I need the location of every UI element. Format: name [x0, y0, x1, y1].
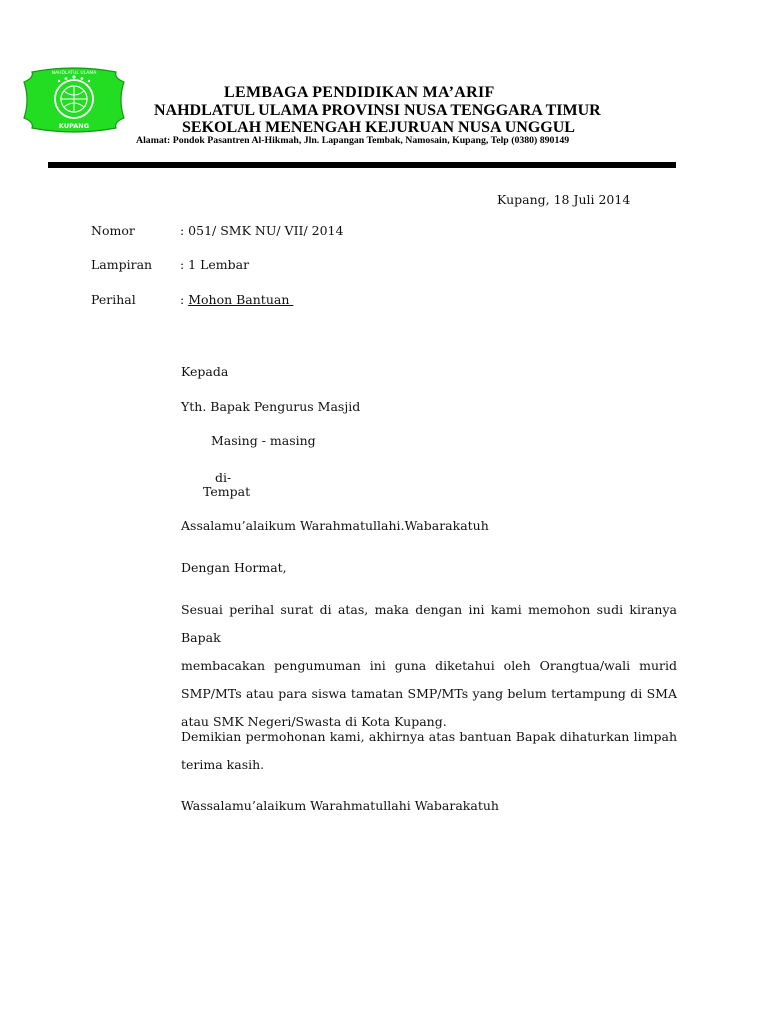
perihal-field: [180, 292, 293, 307]
body1-line: SMP/MTs atau para siswa tamatan SMP/MTs yang belum tertampung di SMA: [181, 686, 677, 701]
perihal-label: Perihal: [91, 292, 136, 307]
body2-line: Demikian permohonan kami, akhirnya atas bantuan Bapak dihaturkan limpah: [181, 729, 677, 744]
recipient: Yth. Bapak Pengurus Masjid: [181, 399, 361, 414]
lampiran-value: : 1 Lembar: [180, 257, 250, 272]
org-line-3: SEKOLAH MENENGAH KEJURUAN NUSA UNGGUL: [182, 119, 575, 136]
di-label: di-: [215, 470, 232, 485]
recipient-scope: Masing - masing: [211, 433, 316, 448]
svg-text:NAHDLATUL ULAMA: NAHDLATUL ULAMA: [51, 71, 97, 76]
body1-line: membacakan pengumuman ini guna diketahui oleh Orangtua/wali murid: [181, 658, 677, 673]
address-line: Alamat: Pondok Pasantren Al-Hikmah, Jln. Lapangan Tembak, Namosain, Kupang, Telp (0380) 890149: [136, 135, 570, 146]
body1-line: Sesuai perihal surat di atas, maka dengan ini kami memohon sudi kiranya Bapak: [181, 602, 677, 645]
place-date: Kupang, 18 Juli 2014: [497, 192, 631, 207]
greeting: Assalamu’alaikum Warahmatullahi.Wabarakatuh: [181, 518, 489, 533]
body1-line: atau SMK Negeri/Swasta di Kota Kupang.: [181, 714, 447, 729]
nomor-value: : 051/ SMK NU/ VII/ 2014: [180, 223, 344, 238]
closing: Wassalamu’alaikum Warahmatullahi Wabarakatuh: [181, 798, 499, 813]
perihal-colon: :: [180, 292, 189, 307]
org-line-1: LEMBAGA PENDIDIKAN MA’ARIF: [224, 84, 495, 101]
tempat-label: Tempat: [203, 484, 251, 499]
body2-line: terima kasih.: [181, 757, 265, 772]
kepada: Kepada: [181, 364, 229, 379]
svg-text:KUPANG: KUPANG: [58, 122, 90, 130]
body-paragraph-1: [181, 596, 677, 736]
nomor-label: Nomor: [91, 223, 135, 238]
org-line-2: NAHDLATUL ULAMA PROVINSI NUSA TENGGARA TIMUR: [154, 102, 601, 119]
lampiran-label: Lampiran: [91, 257, 153, 272]
school-logo: [18, 66, 130, 134]
opening: Dengan Hormat,: [181, 560, 287, 575]
header-divider: [48, 162, 676, 168]
perihal-value: Mohon Bantuan: [188, 292, 294, 307]
body-paragraph-2: [181, 723, 677, 779]
